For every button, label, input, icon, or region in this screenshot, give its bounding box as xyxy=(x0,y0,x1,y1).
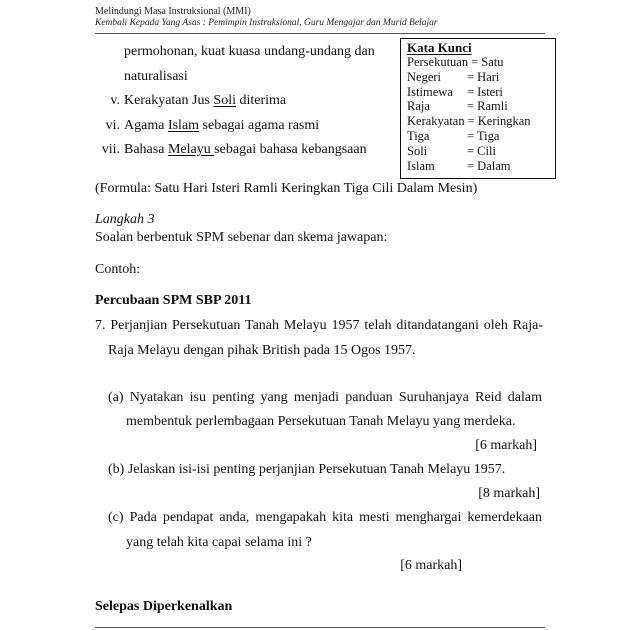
header-subtitle: Kembali Kepada Yang Asas : Pemimpin Instruksional, Guru Mengajar dan Murid Belajar xyxy=(95,18,438,28)
keyword-term: Soli xyxy=(407,143,428,158)
list-item-underlined-term: Soli xyxy=(213,93,236,108)
list-item-text-before: Bahasa xyxy=(124,142,168,157)
keyword-term: Negeri xyxy=(407,69,442,84)
list-item-text-before: Agama xyxy=(124,118,168,133)
question-part-line: (b) Jelaskan isi-isi penting perjanjian Persekutuan Tanah Melayu 1957. xyxy=(108,462,506,477)
keyword-row xyxy=(407,70,555,85)
list-item xyxy=(95,142,367,158)
keyword-row xyxy=(407,114,555,129)
question-line: Raja Melayu dengan pihak British pada 15 Ogos 1957. xyxy=(108,343,416,358)
question-line: 7. Perjanjian Persekutuan Tanah Melayu 1957 telah ditandatangani oleh Raja- xyxy=(95,318,543,333)
list-item-text xyxy=(124,93,286,108)
list-item-underlined-term: Islam xyxy=(167,118,200,133)
list-item-text-after: diterima xyxy=(236,93,287,108)
keyword-row xyxy=(407,129,555,144)
step-description: Soalan berbentuk SPM sebenar dan skema jawapan: xyxy=(95,230,388,245)
keyword-term: Kerakyatan xyxy=(407,114,465,129)
question-part-line: (c) Pada pendapat anda, mengapakah kita mesti menghargai kemerdekaan xyxy=(108,510,542,525)
list-item-text-before: Kerakyatan Jus xyxy=(124,93,214,108)
keyword-term: Tiga xyxy=(407,128,430,143)
footer-rule xyxy=(95,627,545,628)
keyword-mnemonic: = Tiga xyxy=(467,128,500,143)
question-part-line: yang telah kita capai selama ini ? xyxy=(126,535,312,550)
header-rule xyxy=(95,33,545,34)
question-part-line: membentuk perlembagaan Persekutuan Tanah Melayu yang merdeka. xyxy=(126,414,516,429)
keyword-row xyxy=(407,159,555,174)
formula-line: (Formula: Satu Hari Isteri Ramli Keringkan Tiga Cili Dalam Mesin) xyxy=(95,181,478,196)
list-item xyxy=(95,118,319,134)
list-item-text-after: sebagai bahasa kebangsaan xyxy=(214,142,367,157)
keyword-row xyxy=(407,144,555,159)
keyword-mnemonic: = Dalam xyxy=(467,158,511,173)
keyword-box xyxy=(400,38,556,179)
example-label: Contoh: xyxy=(95,262,141,277)
keyword-row xyxy=(407,55,555,70)
keyword-term: Persekutuan xyxy=(407,55,469,69)
question-part-line: (a) Nyatakan isu penting yang menjadi panduan Suruhanjaya Reid dalam xyxy=(108,390,542,405)
keyword-mnemonic: = Hari xyxy=(467,69,500,84)
keyword-row xyxy=(407,85,555,100)
keyword-term: Islam xyxy=(407,158,435,173)
list-item-number: v. xyxy=(110,93,120,108)
marks-label: [8 markah] xyxy=(478,486,540,501)
list-item-text xyxy=(124,142,367,157)
keyword-mnemonic: = Isteri xyxy=(467,84,503,99)
keyword-mnemonic: = Keringkan xyxy=(467,114,531,129)
list-item-text-after: sebagai agama rasmi xyxy=(199,118,320,133)
keyword-term: Istimewa xyxy=(407,84,453,99)
next-section-title: Selepas Diperkenalkan xyxy=(95,599,233,614)
list-item-underlined-term: Melayu xyxy=(167,142,215,157)
keyword-mnemonic: = Satu xyxy=(471,55,504,69)
keyword-mnemonic: = Cili xyxy=(467,143,496,158)
list-item-text xyxy=(124,118,319,133)
list-continued-line: naturalisasi xyxy=(124,69,188,84)
marks-label: [6 markah] xyxy=(400,558,462,573)
step-label: Langkah 3 xyxy=(95,212,155,227)
list-item xyxy=(95,93,286,109)
exam-title: Percubaan SPM SBP 2011 xyxy=(95,293,252,308)
keyword-box-title: Kata Kunci xyxy=(407,40,472,55)
list-continued-line: permohonan, kuat kuasa undang-undang dan xyxy=(124,44,375,59)
marks-label: [6 markah] xyxy=(475,438,537,453)
list-item-number: vi. xyxy=(105,118,120,133)
keyword-mnemonic: = Ramli xyxy=(467,99,508,114)
keyword-row xyxy=(407,99,555,114)
keyword-term: Raja xyxy=(407,99,430,114)
header-title: Melindungi Masa Instruksional (MMI) xyxy=(95,6,251,17)
list-item-number: vii. xyxy=(101,142,120,157)
